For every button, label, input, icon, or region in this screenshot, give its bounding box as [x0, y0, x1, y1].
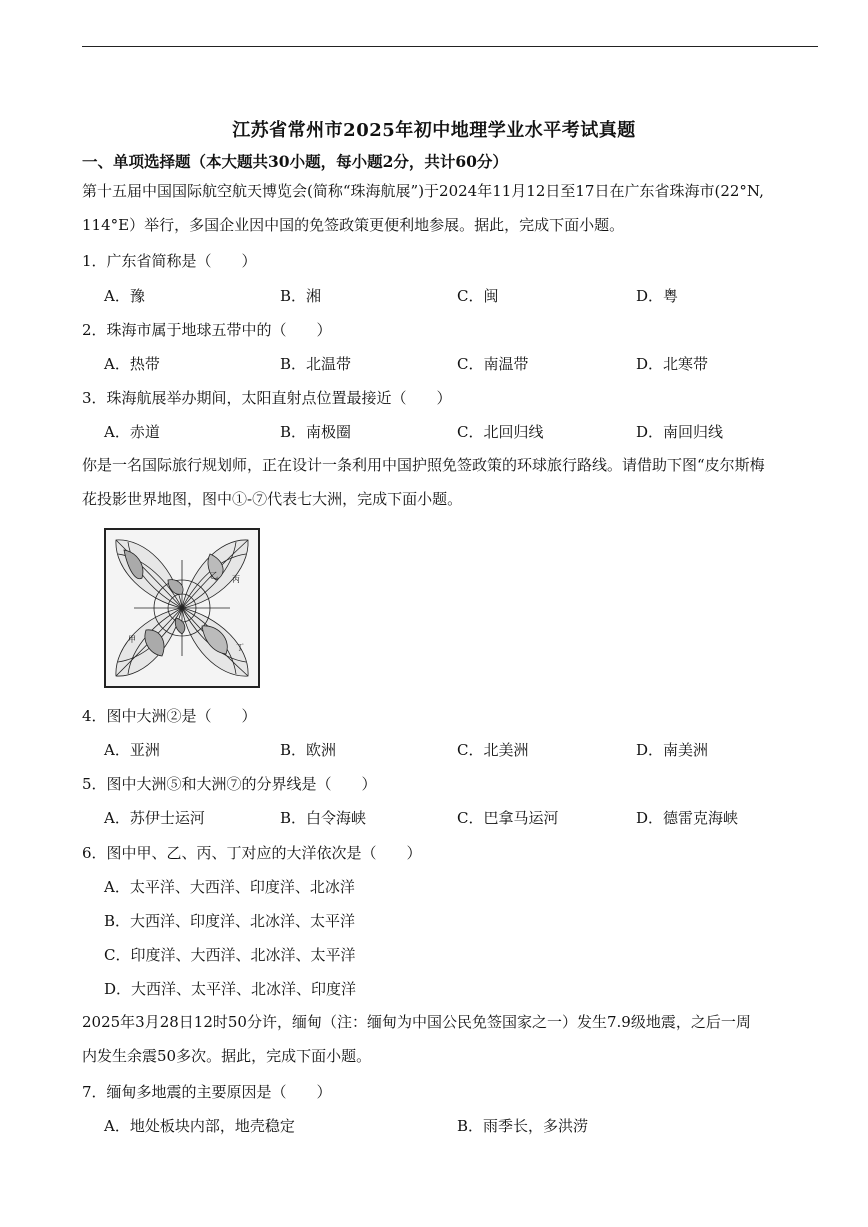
- option-6a: A．太平洋、大西洋、印度洋、北冰洋: [104, 878, 355, 896]
- question-6: 6．图中甲、乙、丙、丁对应的大洋依次是（ ）: [82, 844, 422, 862]
- option-1c: C．闽: [457, 287, 499, 305]
- option-7a: A．地处板块内部，地壳稳定: [104, 1117, 295, 1135]
- map-label-ding: 丁: [236, 643, 244, 652]
- question-7: 7．缅甸多地震的主要原因是（ ）: [82, 1083, 332, 1101]
- option-4a: A．亚洲: [104, 741, 160, 759]
- option-3c: C．北回归线: [457, 423, 544, 441]
- intro-line: 第十五届中国国际航空航天博览会(简称“珠海航展”)于2024年11月12日至17日在广东省珠海市(22°N,: [82, 182, 764, 200]
- question-3: 3．珠海航展举办期间，太阳直射点位置最接近（ ）: [82, 389, 452, 407]
- intro-line: 2025年3月28日12时50分许，缅甸（注：缅甸为中国公民免签国家之一）发生7.9级地震，之后一周: [82, 1013, 751, 1031]
- option-3a: A．赤道: [104, 423, 160, 441]
- option-1d: D．粤: [636, 287, 679, 305]
- header-rule: [82, 46, 818, 47]
- option-6d: D．大西洋、太平洋、北冰洋、印度洋: [104, 980, 357, 998]
- option-3d: D．南回归线: [636, 423, 724, 441]
- option-7b: B．雨季长，多洪涝: [457, 1117, 589, 1135]
- option-2c: C．南温带: [457, 355, 529, 373]
- intro-paragraph-2: [82, 448, 822, 516]
- option-4d: D．南美洲: [636, 741, 709, 759]
- question-4: 4．图中大洲②是（ ）: [82, 707, 257, 725]
- option-5a: A．苏伊士运河: [104, 809, 205, 827]
- intro-line: 114°E）举行，多国企业因中国的免签政策更便利地参展。据此，完成下面小题。: [82, 216, 625, 234]
- intro-line: 花投影世界地图，图中①-⑦代表七大洲，完成下面小题。: [82, 490, 463, 508]
- option-5b: B．白令海峡: [280, 809, 367, 827]
- question-1: 1．广东省简称是（ ）: [82, 252, 257, 270]
- option-1b: B．湘: [280, 287, 322, 305]
- map-label-jia: 甲: [128, 635, 136, 644]
- question-2: 2．珠海市属于地球五带中的（ ）: [82, 321, 332, 339]
- intro-paragraph-1: [82, 174, 822, 242]
- option-6c: C．印度洋、大西洋、北冰洋、太平洋: [104, 946, 356, 964]
- intro-line: 内发生余震50多次。据此，完成下面小题。: [82, 1047, 372, 1065]
- map-label-yi: 乙: [210, 571, 218, 580]
- peirce-quincuncial-map: [104, 528, 260, 688]
- option-6b: B．大西洋、印度洋、北冰洋、太平洋: [104, 912, 356, 930]
- option-5c: C．巴拿马运河: [457, 809, 559, 827]
- option-2b: B．北温带: [280, 355, 352, 373]
- intro-paragraph-3: [82, 1005, 822, 1073]
- option-5d: D．德雷克海峡: [636, 809, 739, 827]
- page-title: 江苏省常州市2025年初中地理学业水平考试真题: [232, 120, 636, 141]
- option-2a: A．热带: [104, 355, 160, 373]
- option-4c: C．北美洲: [457, 741, 529, 759]
- option-2d: D．北寒带: [636, 355, 709, 373]
- option-1a: A．豫: [104, 287, 145, 305]
- intro-line: 你是一名国际旅行规划师，正在设计一条利用中国护照免签政策的环球旅行路线。请借助下图“皮尔斯梅: [82, 456, 765, 474]
- option-4b: B．欧洲: [280, 741, 337, 759]
- question-5: 5．图中大洲⑤和大洲⑦的分界线是（ ）: [82, 775, 377, 793]
- map-label-bing: 丙: [232, 575, 240, 584]
- option-3b: B．南极圈: [280, 423, 352, 441]
- map-graphic: [106, 530, 258, 686]
- section-heading: 一、单项选择题（本大题共30小题，每小题2分，共计60分）: [82, 152, 508, 171]
